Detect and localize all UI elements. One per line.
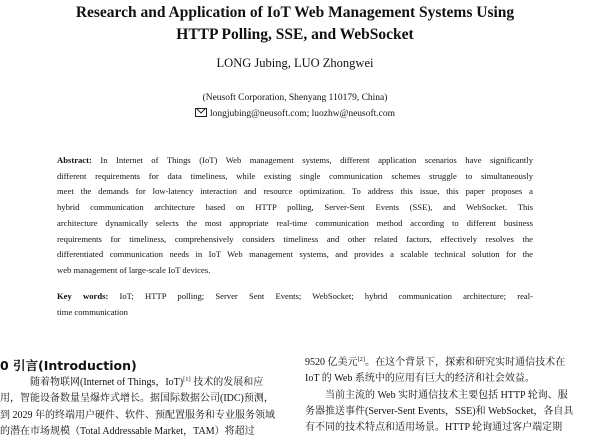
body-line: IoT 的 Web 系统中的应用有巨大的经济和社会效益。 [305, 373, 535, 385]
abstract-line: different requirements for data timeliness, while existing single communication schemes struggle to simultaneously [57, 170, 533, 181]
body-line: 9520 亿美元[2]。在这个背景下，探索和研究实时通信技术在 [305, 356, 566, 368]
abstract [57, 153, 533, 279]
keywords-line: Key words: IoT; HTTP polling; Server Sent Events; WebSocket; hybrid communication architecture; real- [57, 291, 534, 301]
body-line: 用，智能设备数量呈爆炸式增长。据国际数据公司(IDC)预测， [0, 393, 274, 405]
title-line-2: HTTP Polling, SSE, and WebSocket [176, 26, 414, 43]
citation-ref: [1] [183, 376, 191, 383]
title-line-1: Research and Application of IoT Web Management Systems Using [75, 4, 515, 21]
envelope-icon [195, 108, 207, 117]
section-heading-introduction: 0 引言(Introduction) [0, 358, 137, 373]
keywords [57, 289, 533, 320]
contact-emails [0, 108, 590, 121]
keywords-label: Key words: [57, 291, 109, 301]
abstract-line: hybrid communication architecture based on HTTP polling, Server-Sent Events (SSE), and WebSocket. This [57, 202, 533, 213]
abstract-line: architecture dynamically selects the most appropriate real-time communication method according to different business [57, 217, 533, 228]
body-line: 务器推送事件(Server-Sent Events，SSE)和 WebSocket，各自具 [305, 405, 574, 417]
email-addresses: longjubing@neusoft.com; luozhw@neusoft.com [209, 109, 396, 119]
body-line: 有不同的技术特点和适用场景。HTTP 轮询通过客户端定期 [305, 422, 563, 434]
abstract-line: web management of large-scale IoT devices. [57, 264, 211, 275]
abstract-line: differentiated communication needs in IoT Web management systems, and provides a scalable technical solution for the [57, 249, 533, 260]
abstract-line: requirements for timeliness, comprehensively considers timeliness and other related factors, effectively resolves the [57, 233, 533, 244]
body-column-right [305, 355, 590, 436]
paper-title [20, 2, 570, 46]
body-line: 随着物联网(Internet of Things，IoT)[1] 技术的发展和应 [30, 376, 264, 388]
keywords-line: time communication [57, 306, 128, 317]
body-column-left [0, 357, 291, 440]
citation-ref: [2] [357, 356, 366, 363]
affiliation: (Neusoft Corporation, Shenyang 110179, China) [202, 93, 388, 103]
abstract-label: Abstract: [57, 155, 92, 165]
body-line: 当前主流的 Web 实时通信技术主要包括 HTTP 轮询、服 [325, 389, 568, 401]
body-line: 到 2029 年的终端用户硬件、软件、预配置服务和专业服务领域 [0, 409, 275, 421]
abstract-line: meet the demands for low-latency interaction and resource optimization. To address this issue, this paper proposes a [57, 186, 533, 197]
body-line: 的潜在市场规模（Total Addressable Market，TAM）将超过 [0, 425, 255, 437]
authors: LONG Jubing, LUO Zhongwei [216, 56, 374, 70]
abstract-line: Abstract: In Internet of Things (IoT) Web management systems, different application scenarios have significantly [57, 155, 533, 165]
